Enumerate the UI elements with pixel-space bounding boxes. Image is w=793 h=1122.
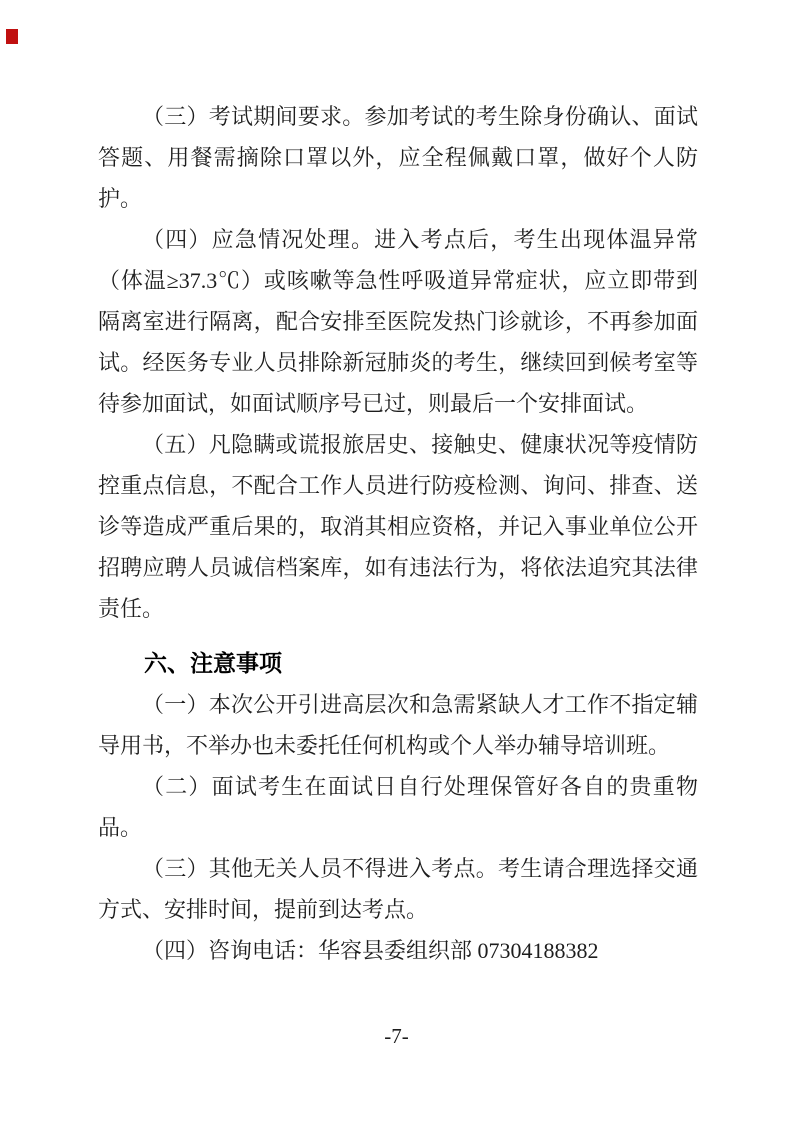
paragraph-epidemic-concealment-penalty: （五）凡隐瞒或谎报旅居史、接触史、健康状况等疫情防控重点信息，不配合工作人员进行防疫检测、询问、排查、送诊等造成严重后果的，取消其相应资格，并记入事业单位公开招聘应聘人员诚信档案库，如有违法行为，将依法追究其法律责任。 — [98, 432, 698, 621]
paragraph-note-no-training: （一）本次公开引进高层次和急需紧缺人才工作不指定辅导用书，不举办也未委托任何机构或个人举办辅导培训班。 — [98, 692, 698, 758]
paragraph-contact-phone: （四）咨询电话：华容县委组织部 07304188382 — [142, 938, 599, 963]
red-corner-mark — [6, 29, 18, 44]
paragraph-exam-period-requirements: （三）考试期间要求。参加考试的考生除身份确认、面试答题、用餐需摘除口罩以外，应全程佩戴口罩，做好个人防护。 — [98, 104, 698, 211]
page-number-footer: -7- — [384, 1024, 409, 1048]
paragraph-note-transport: （三）其他无关人员不得进入考点。考生请合理选择交通方式、安排时间，提前到达考点。 — [98, 856, 698, 922]
document-body — [98, 96, 698, 971]
paragraph-note-valuables: （二）面试考生在面试日自行处理保管好各自的贵重物品。 — [98, 774, 698, 840]
paragraph-emergency-handling: （四）应急情况处理。进入考点后，考生出现体温异常（体温≥37.3℃）或咳嗽等急性呼吸道异常症状，应立即带到隔离室进行隔离，配合安排至医院发热门诊就诊，不再参加面试。经医务专业人员排除新冠肺炎的考生，继续回到候考室等待参加面试，如面试顺序号已过，则最后一个安排面试。 — [98, 227, 698, 416]
section-heading-notes: 六、注意事项 — [144, 650, 282, 676]
